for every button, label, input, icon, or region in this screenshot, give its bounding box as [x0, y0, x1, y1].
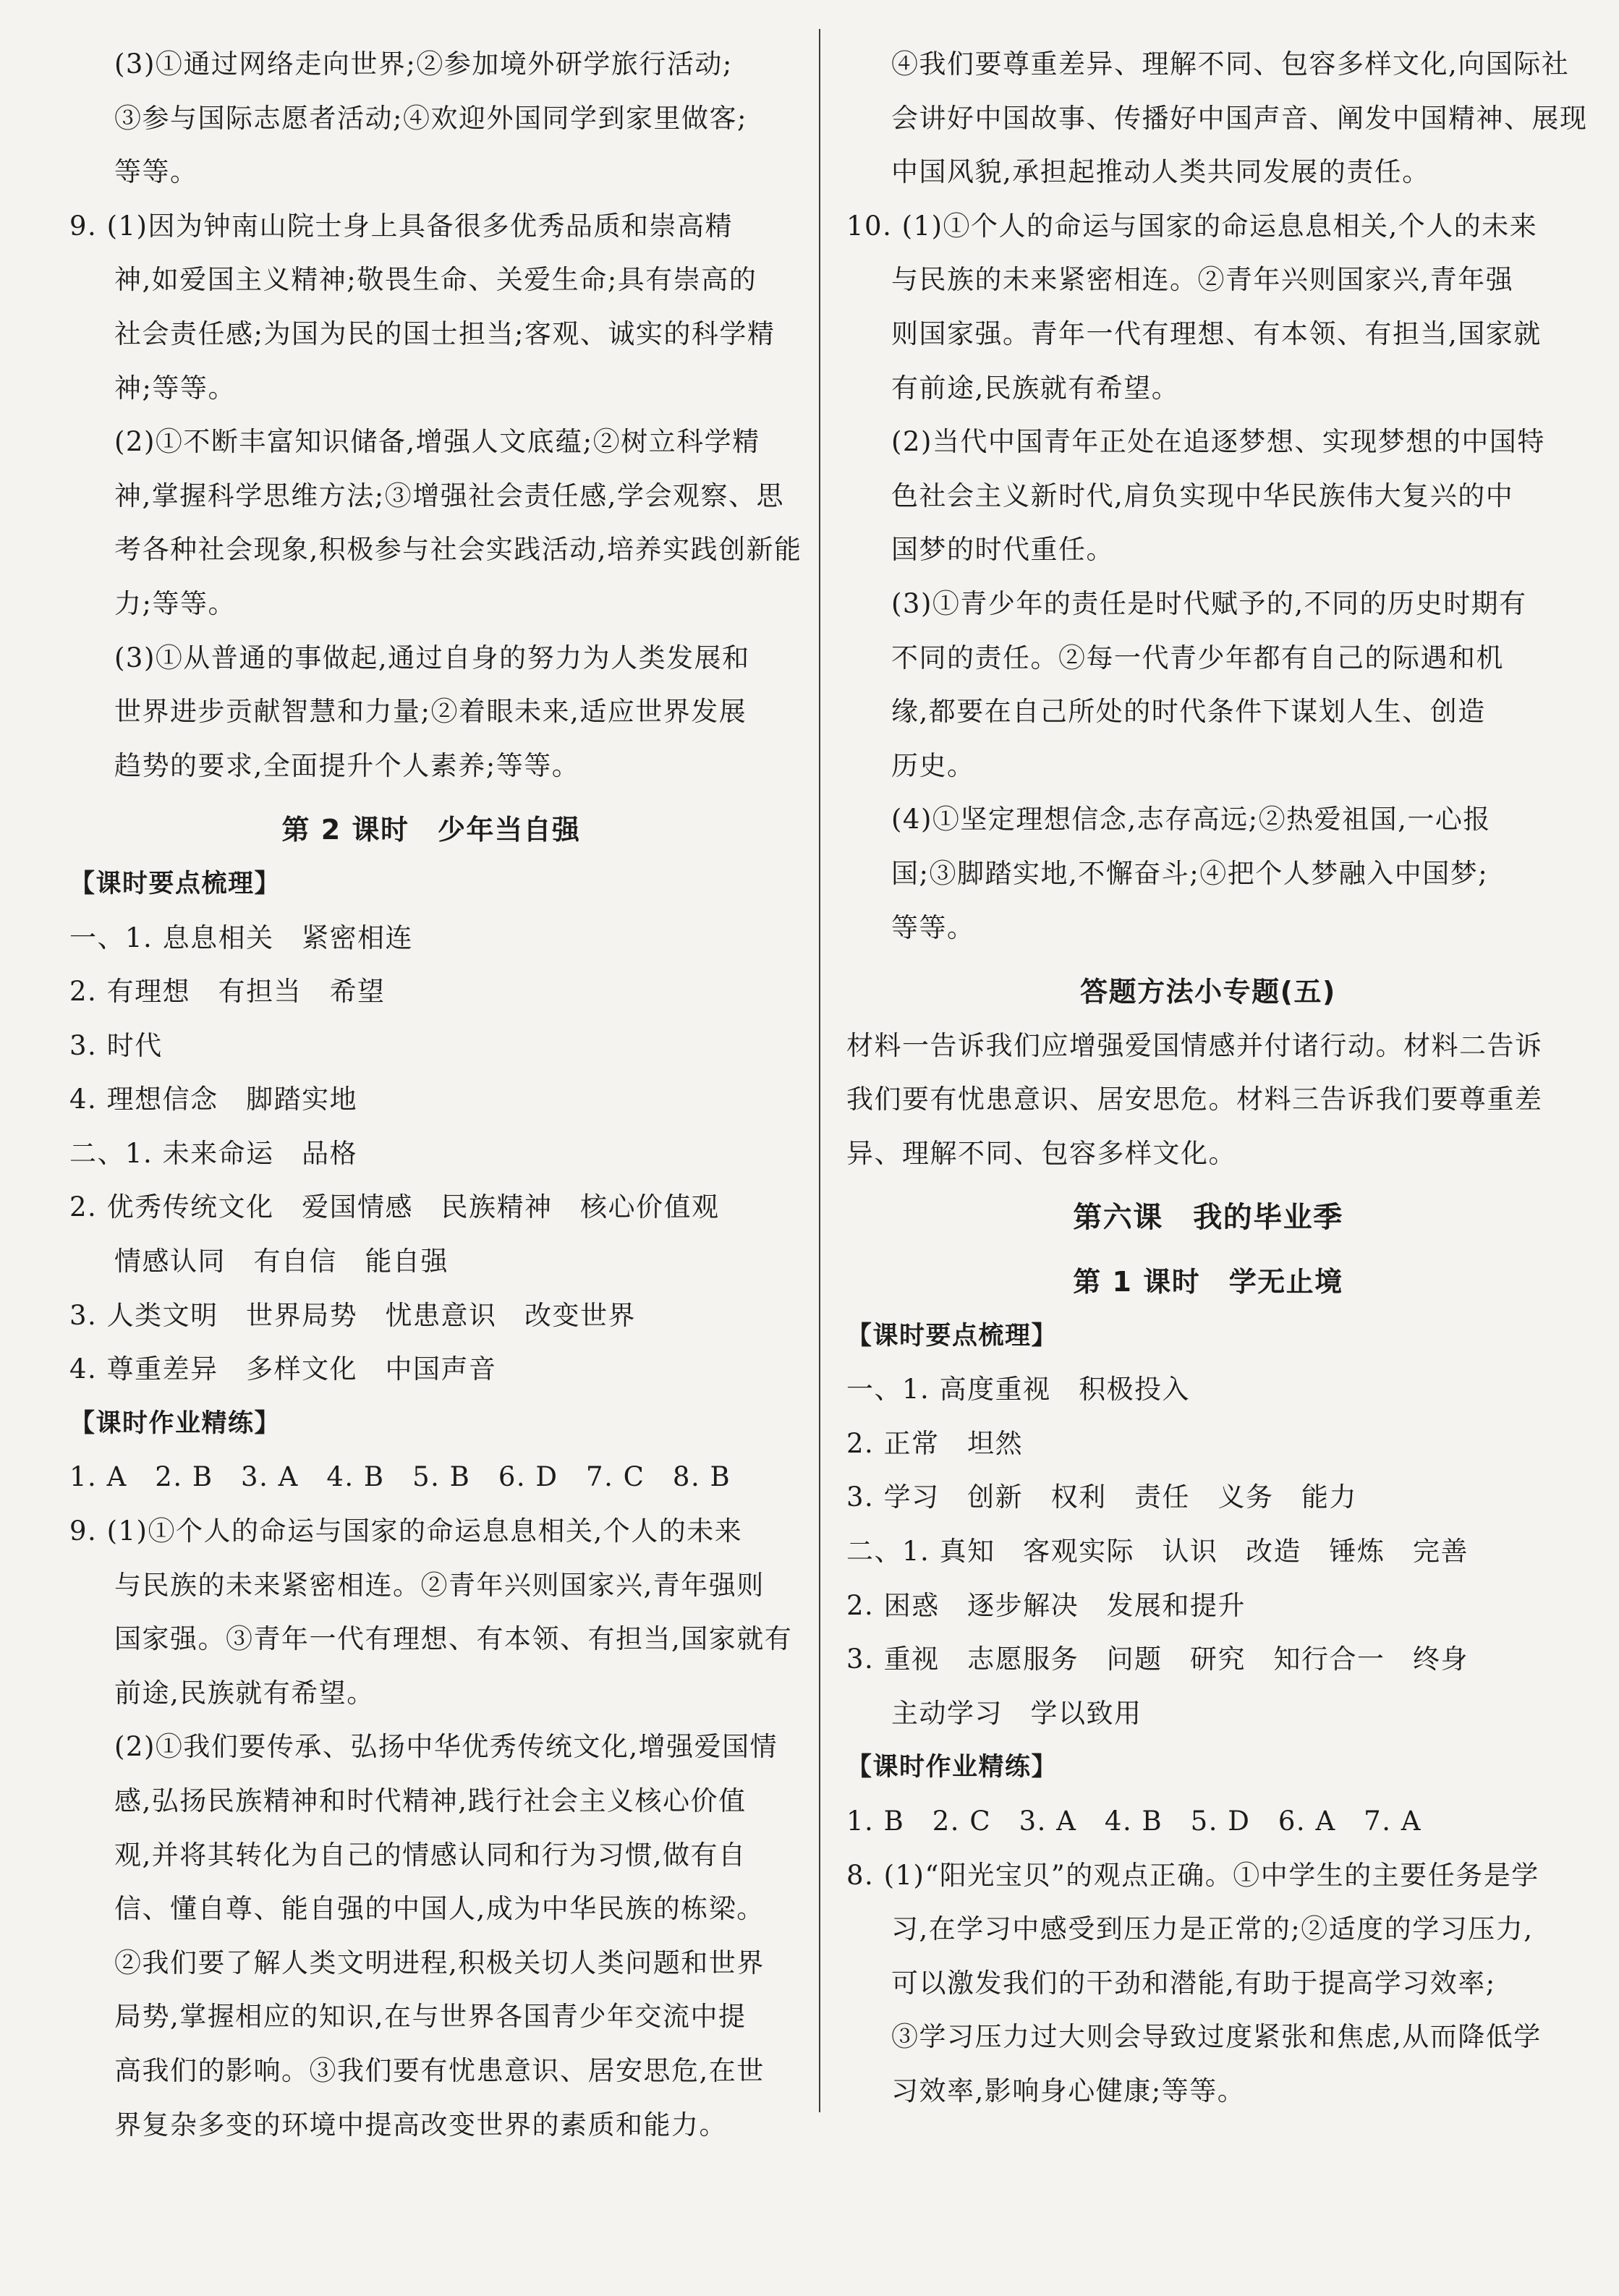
text-line: 前途,民族就有希望。	[114, 1677, 375, 1709]
text-line: ③学习压力过大则会导致过度紧张和焦虑,从而降低学	[891, 2021, 1542, 2053]
text-line: 与民族的未来紧密相连。②青年兴则国家兴,青年强则	[114, 1569, 765, 1601]
text-line: 异、理解不同、包容多样文化。	[846, 1137, 1236, 1169]
text-line: 国梦的时代重任。	[891, 534, 1114, 566]
text-line: 主动学习 学以致用	[891, 1697, 1142, 1729]
text-line: 我们要有忧患意识、居安思危。材料三告诉我们要尊重差	[846, 1084, 1543, 1115]
text-line: 信、懂自尊、能自强的中国人,成为中华民族的栋梁。	[114, 1893, 765, 1925]
text-line: 9. (1)因为钟南山院士身上具备很多优秀品质和崇高精	[69, 210, 733, 242]
text-line: 3. 人类文明 世界局势 忧患意识 改变世界	[69, 1299, 637, 1331]
text-line: 习,在学习中感受到压力是正常的;②适度的学习压力,	[891, 1913, 1534, 1945]
text-line: 缘,都要在自己所处的时代条件下谋划人生、创造	[891, 696, 1486, 728]
text-line: 国家强。③青年一代有理想、有本领、有担当,国家就有	[114, 1623, 793, 1655]
text-line: 有前途,民族就有希望。	[891, 372, 1180, 404]
text-line: (3)①从普通的事做起,通过自身的努力为人类发展和	[114, 642, 750, 673]
section-heading: 【课时作业精练】	[846, 1753, 1058, 1782]
section-title: 第 1 课时 学无止境	[1073, 1266, 1343, 1298]
text-line: (2)①我们要传承、弘扬中华优秀传统文化,增强爱国情	[114, 1731, 778, 1763]
text-line: 观,并将其转化为自己的情感认同和行为习惯,做有自	[114, 1839, 747, 1871]
text-line: (3)①通过网络走向世界;②参加境外研学旅行活动;	[114, 48, 733, 80]
text-line: 力;等等。	[114, 587, 236, 619]
spacer	[846, 1181, 1570, 1191]
text-line: 可以激发我们的干劲和潜能,有助于提高学习效率;	[891, 1967, 1496, 1999]
text-line: 一、1. 高度重视 积极投入	[846, 1374, 1191, 1406]
text-line: 世界进步贡献智慧和力量;②着眼未来,适应世界发展	[114, 696, 747, 728]
left-column	[69, 38, 802, 2152]
text-line: 二、1. 未来命运 品格	[69, 1137, 358, 1169]
text-line: 局势,掌握相应的知识,在与世界各国青少年交流中提	[114, 2001, 747, 2033]
text-line: 历史。	[891, 749, 975, 781]
text-line: 感,弘扬民族精神和时代精神,践行社会主义核心价值	[114, 1785, 747, 1816]
section-heading: 【课时要点梳理】	[69, 869, 281, 898]
text-line: (2)当代中国青年正处在追逐梦想、实现梦想的中国特	[891, 426, 1545, 458]
text-line: 界复杂多变的环境中提高改变世界的素质和能力。	[114, 2109, 727, 2140]
text-line: 2. 有理想 有担当 希望	[69, 976, 386, 1008]
text-line: 9. (1)①个人的命运与国家的命运息息相关,个人的未来	[69, 1515, 743, 1547]
text-line: ④我们要尊重差异、理解不同、包容多样文化,向国际社	[891, 48, 1570, 80]
text-line: 趋势的要求,全面提升个人素养;等等。	[114, 749, 580, 781]
text-line: 2. 优秀传统文化 爱国情感 民族精神 核心价值观	[69, 1191, 720, 1223]
column-divider	[819, 29, 820, 2112]
text-line: 材料一告诉我们应增强爱国情感并付诸行动。材料二告诉	[846, 1029, 1543, 1061]
text-line: (4)①坚定理想信念,志存高远;②热爱祖国,一心报	[891, 804, 1491, 836]
text-line: 2. 困惑 逐步解决 发展和提升	[846, 1589, 1246, 1621]
text-line: 8. (1)“阳光宝贝”的观点正确。①中学生的主要任务是学	[846, 1859, 1539, 1891]
text-line: 3. 重视 志愿服务 问题 研究 知行合一 终身	[846, 1644, 1469, 1675]
text-line: 社会责任感;为国为民的国士担当;客观、诚实的科学精	[114, 318, 775, 349]
text-line: 与民族的未来紧密相连。②青年兴则国家兴,青年强	[891, 264, 1514, 296]
text-line: 国;③脚踏实地,不懈奋斗;④把个人梦融入中国梦;	[891, 857, 1489, 889]
text-line: 10. (1)①个人的命运与国家的命运息息相关,个人的未来	[846, 210, 1538, 242]
text-line: (3)①青少年的责任是时代赋予的,不同的历史时期有	[891, 587, 1527, 619]
text-line: 1. A 2. B 3. A 4. B 5. B 6. D 7. C 8. B	[69, 1461, 731, 1493]
text-line: 则国家强。青年一代有理想、有本领、有担当,国家就	[891, 318, 1542, 349]
text-line: 3. 学习 创新 权利 责任 义务 能力	[846, 1481, 1358, 1513]
section-title: 答题方法小专题(五)	[1080, 976, 1336, 1008]
text-line: 4. 理想信念 脚踏实地	[69, 1084, 358, 1115]
spacer	[69, 793, 793, 803]
text-line: (2)①不断丰富知识储备,增强人文底蕴;②树立科学精	[114, 426, 760, 458]
text-line: 神;等等。	[114, 372, 236, 404]
section-heading: 【课时要点梳理】	[846, 1321, 1058, 1351]
spacer	[846, 955, 1570, 965]
text-line: 高我们的影响。③我们要有忧患意识、居安思危,在世	[114, 2054, 765, 2086]
text-line: 神,如爱国主义精神;敬畏生命、关爱生命;具有崇高的	[114, 264, 757, 296]
text-line: ②我们要了解人类文明进程,积极关切人类问题和世界	[114, 1947, 765, 1978]
text-line: 考各种社会现象,积极参与社会实践活动,培养实践创新能	[114, 534, 802, 566]
text-line: 二、1. 真知 客观实际 认识 改造 锤炼 完善	[846, 1536, 1469, 1568]
text-line: 习效率,影响身心健康;等等。	[891, 2075, 1246, 2106]
lesson-title: 第六课 我的毕业季	[1073, 1201, 1343, 1235]
section-heading: 【课时作业精练】	[69, 1408, 281, 1438]
text-line: 等等。	[114, 156, 198, 188]
text-line: 4. 尊重差异 多样文化 中国声音	[69, 1353, 497, 1385]
text-line: 中国风貌,承担起推动人类共同发展的责任。	[891, 156, 1430, 188]
text-line: 等等。	[891, 911, 975, 943]
text-line: 会讲好中国故事、传播好中国声音、阐发中国精神、展现	[891, 102, 1588, 134]
right-column	[846, 38, 1588, 2119]
text-line: 神,掌握科学思维方法;③增强社会责任感,学会观察、思	[114, 480, 784, 511]
text-line: 情感认同 有自信 能自强	[114, 1246, 449, 1277]
text-line: 3. 时代	[69, 1029, 163, 1061]
text-line: 1. B 2. C 3. A 4. B 5. D 6. A 7. A	[846, 1806, 1422, 1837]
text-line: 2. 正常 坦然	[846, 1427, 1024, 1459]
text-line: 一、1. 息息相关 紧密相连	[69, 922, 414, 953]
text-line: 色社会主义新时代,肩负实现中华民族伟大复兴的中	[891, 480, 1514, 511]
section-title: 第 2 课时 少年当自强	[281, 814, 581, 846]
text-line: ③参与国际志愿者活动;④欢迎外国同学到家里做客;	[114, 102, 747, 134]
text-line: 不同的责任。②每一代青少年都有自己的际遇和机	[891, 642, 1504, 673]
spacer	[846, 1245, 1570, 1255]
